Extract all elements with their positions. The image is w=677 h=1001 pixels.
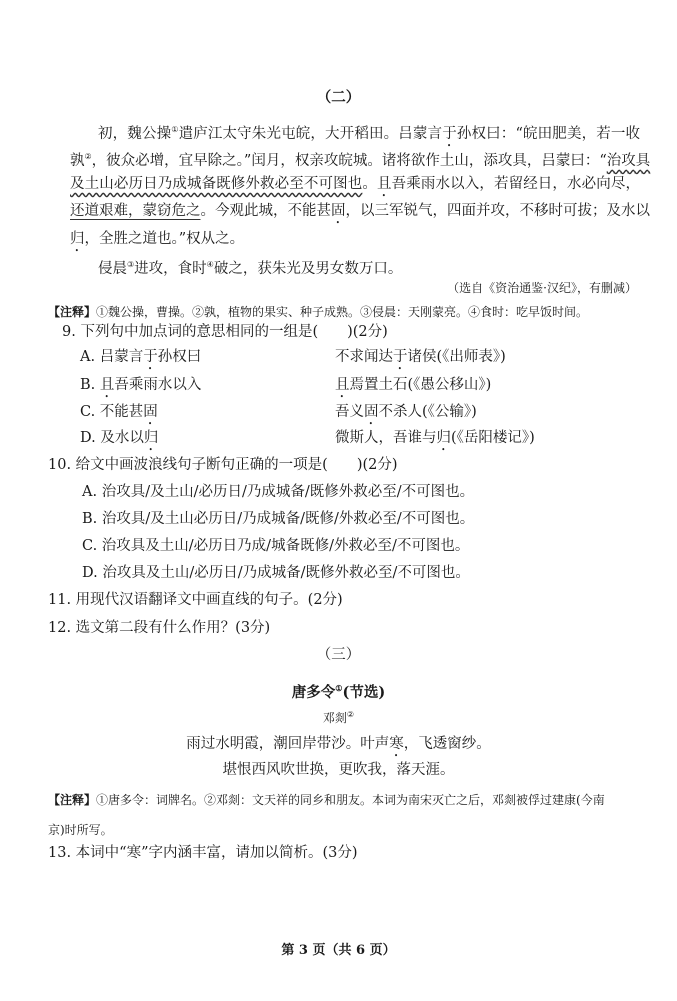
footnote-marker: ② [84, 152, 92, 161]
note-label: 【注释】 [48, 305, 97, 319]
text-segment: (《岳阳楼记》) [451, 430, 535, 446]
text-segment: 邓剡 [322, 711, 347, 725]
question-11: 11. 用现代汉语翻译文中画直线的句子。(2分) [48, 592, 343, 608]
q9-option-c-compare [335, 402, 477, 428]
q10-option-b: B. 治攻具/及土山必历日/乃成城备/既修/外救必至/不可图也。 [82, 511, 475, 527]
q10-option-a: A. 治攻具/及土山/必历日/乃成城备/既修外救必至/不可图也。 [82, 484, 475, 500]
section-2-heading: （二） [316, 89, 361, 106]
text-segment: 孰 [70, 152, 85, 169]
text-segment: 孙权曰 [157, 349, 202, 365]
wavy-underlined-text: 及土山必历日乃成城备既修外救必至不可图也 [70, 176, 363, 192]
text-segment: B. [80, 377, 100, 393]
text-segment: (节选) [342, 683, 386, 701]
q9-option-b-compare [335, 375, 491, 401]
question-12: 12. 选文第二段有什么作用？(3分) [48, 620, 271, 636]
footnote-marker: ④ [206, 260, 214, 269]
dotted-word: 于 [393, 349, 408, 365]
text-segment: 唐多令 [291, 683, 336, 701]
dotted-word: 固 [364, 404, 379, 420]
text-segment: 。 [362, 176, 377, 192]
dotted-word: 归 [143, 430, 159, 446]
text-segment: ，彼众必增，宜早除之。”闰月，权亲攻皖城。诸将欲作土山，添攻具，吕蒙曰：“ [91, 152, 607, 169]
passage-line [98, 120, 640, 150]
dotted-word: 于 [442, 125, 457, 142]
text-segment: 堪恨西风吹世换，更吹我，落天涯。 [222, 762, 455, 778]
footnote-marker: ① [171, 125, 179, 134]
text-segment: 吾乘雨水以入 [114, 377, 202, 393]
text-segment: 微斯人，吾谁与 [335, 430, 437, 446]
q9-option-a-compare [335, 347, 506, 373]
text-segment: 孙权曰：“皖田肥美，若一收 [456, 125, 641, 142]
q10-option-c: C. 治攻具及土山/必历日乃成/城备既修/外救必至/不可图也。 [82, 538, 470, 554]
text-segment: 初，魏公操 [98, 125, 172, 142]
text-segment: 吾乘雨水以入，若留经日，水必向尽， [391, 176, 641, 192]
q9-option-d [80, 428, 158, 454]
text-segment: 破之，获朱光及男女数万口。 [213, 260, 403, 277]
text-segment: 遣庐江太守朱光屯皖，大开稻田。吕蒙言 [178, 125, 443, 142]
dotted-word: 且 [377, 176, 392, 192]
text-segment: ，全胜之道也。”权从之。 [84, 231, 245, 247]
note-label: 【注释】 [48, 793, 97, 807]
source-citation: （选自《资治通鉴·汉纪》，有删减） [447, 281, 637, 295]
text-segment: ，以三军锐气，四面并攻，不移时可拔；及水以 [345, 203, 650, 219]
dotted-word: 固 [143, 404, 158, 420]
section-3-heading: （三） [316, 647, 361, 663]
text-segment: 不求闻达 [335, 349, 393, 365]
text-segment: 不杀人(《公输》) [378, 404, 477, 420]
text-segment: 进攻，食时 [134, 260, 207, 277]
dotted-word: 于 [143, 349, 158, 365]
text-segment: 。今观此城，不能甚 [200, 203, 331, 219]
passage-line [70, 174, 640, 200]
wavy-underlined-text: 治攻具 [606, 152, 651, 169]
poem-line [0, 760, 677, 780]
text-segment: 吾义 [335, 404, 364, 420]
text-segment: D. 及水以 [80, 430, 144, 446]
question-10: 10. 给文中画波浪线句子断句正确的一项是( )(2分) [48, 457, 398, 473]
text-segment: ，飞透窗纱。 [403, 736, 491, 752]
passage-paragraph-2 [98, 255, 402, 279]
q9-option-c [80, 402, 158, 428]
footnote-marker: ① [335, 683, 343, 693]
dotted-word: 归 [436, 430, 451, 446]
poem-title [0, 678, 677, 703]
question-9: 9. 下列句中加点词的意思相同的一组是( )(2分) [62, 324, 388, 340]
text-segment: 焉置土石(《愚公移山》) [349, 377, 492, 393]
passage-line [70, 147, 651, 171]
footnote-marker: ② [346, 710, 355, 719]
dotted-word: 且 [99, 377, 115, 393]
note-text-cont: 京)时所写。 [48, 823, 113, 837]
dotted-word: 归 [70, 231, 85, 247]
q9-option-b [80, 375, 201, 401]
poem-line [0, 734, 677, 760]
note-text: ①唐多令：词牌名。②邓剡：文天祥的同乡和朋友。本词为南宋灭亡之后，邓剡被俘过建康(今南 [96, 793, 605, 807]
passage-line [70, 201, 650, 227]
text-segment: A. 吕蒙言 [80, 349, 144, 365]
footnote-marker: ③ [127, 260, 135, 269]
q10-option-d: D. 治攻具及土山/必历日/乃成城备/既修外救必至/不可图也。 [82, 565, 470, 581]
poem-author [0, 705, 677, 728]
dotted-word: 且 [335, 377, 350, 393]
question-13: 13. 本词中“寒”字内涵丰富，请加以简析。(3分) [48, 845, 358, 861]
text-segment: 诸侯(《出师表》) [407, 349, 506, 365]
q9-option-a [80, 347, 201, 373]
passage-line [70, 229, 244, 255]
text-segment: 雨过水明霞，潮回岸带沙。叶声 [186, 736, 390, 752]
text-segment: C. 不能甚 [80, 404, 144, 420]
dotted-word: 固 [331, 203, 346, 219]
dotted-word: 寒 [389, 736, 404, 752]
text-segment: 侵晨 [98, 260, 127, 277]
q9-option-d-compare [335, 428, 535, 454]
page-footer: 第 3 页（共 6 页） [281, 943, 396, 958]
note-text: ①魏公操，曹操。②孰，植物的果实、种子成熟。③侵晨：天刚蒙亮。④食时：吃早饭时间。 [96, 305, 589, 319]
underlined-text: 还道艰难，蒙窃危之 [70, 203, 201, 219]
